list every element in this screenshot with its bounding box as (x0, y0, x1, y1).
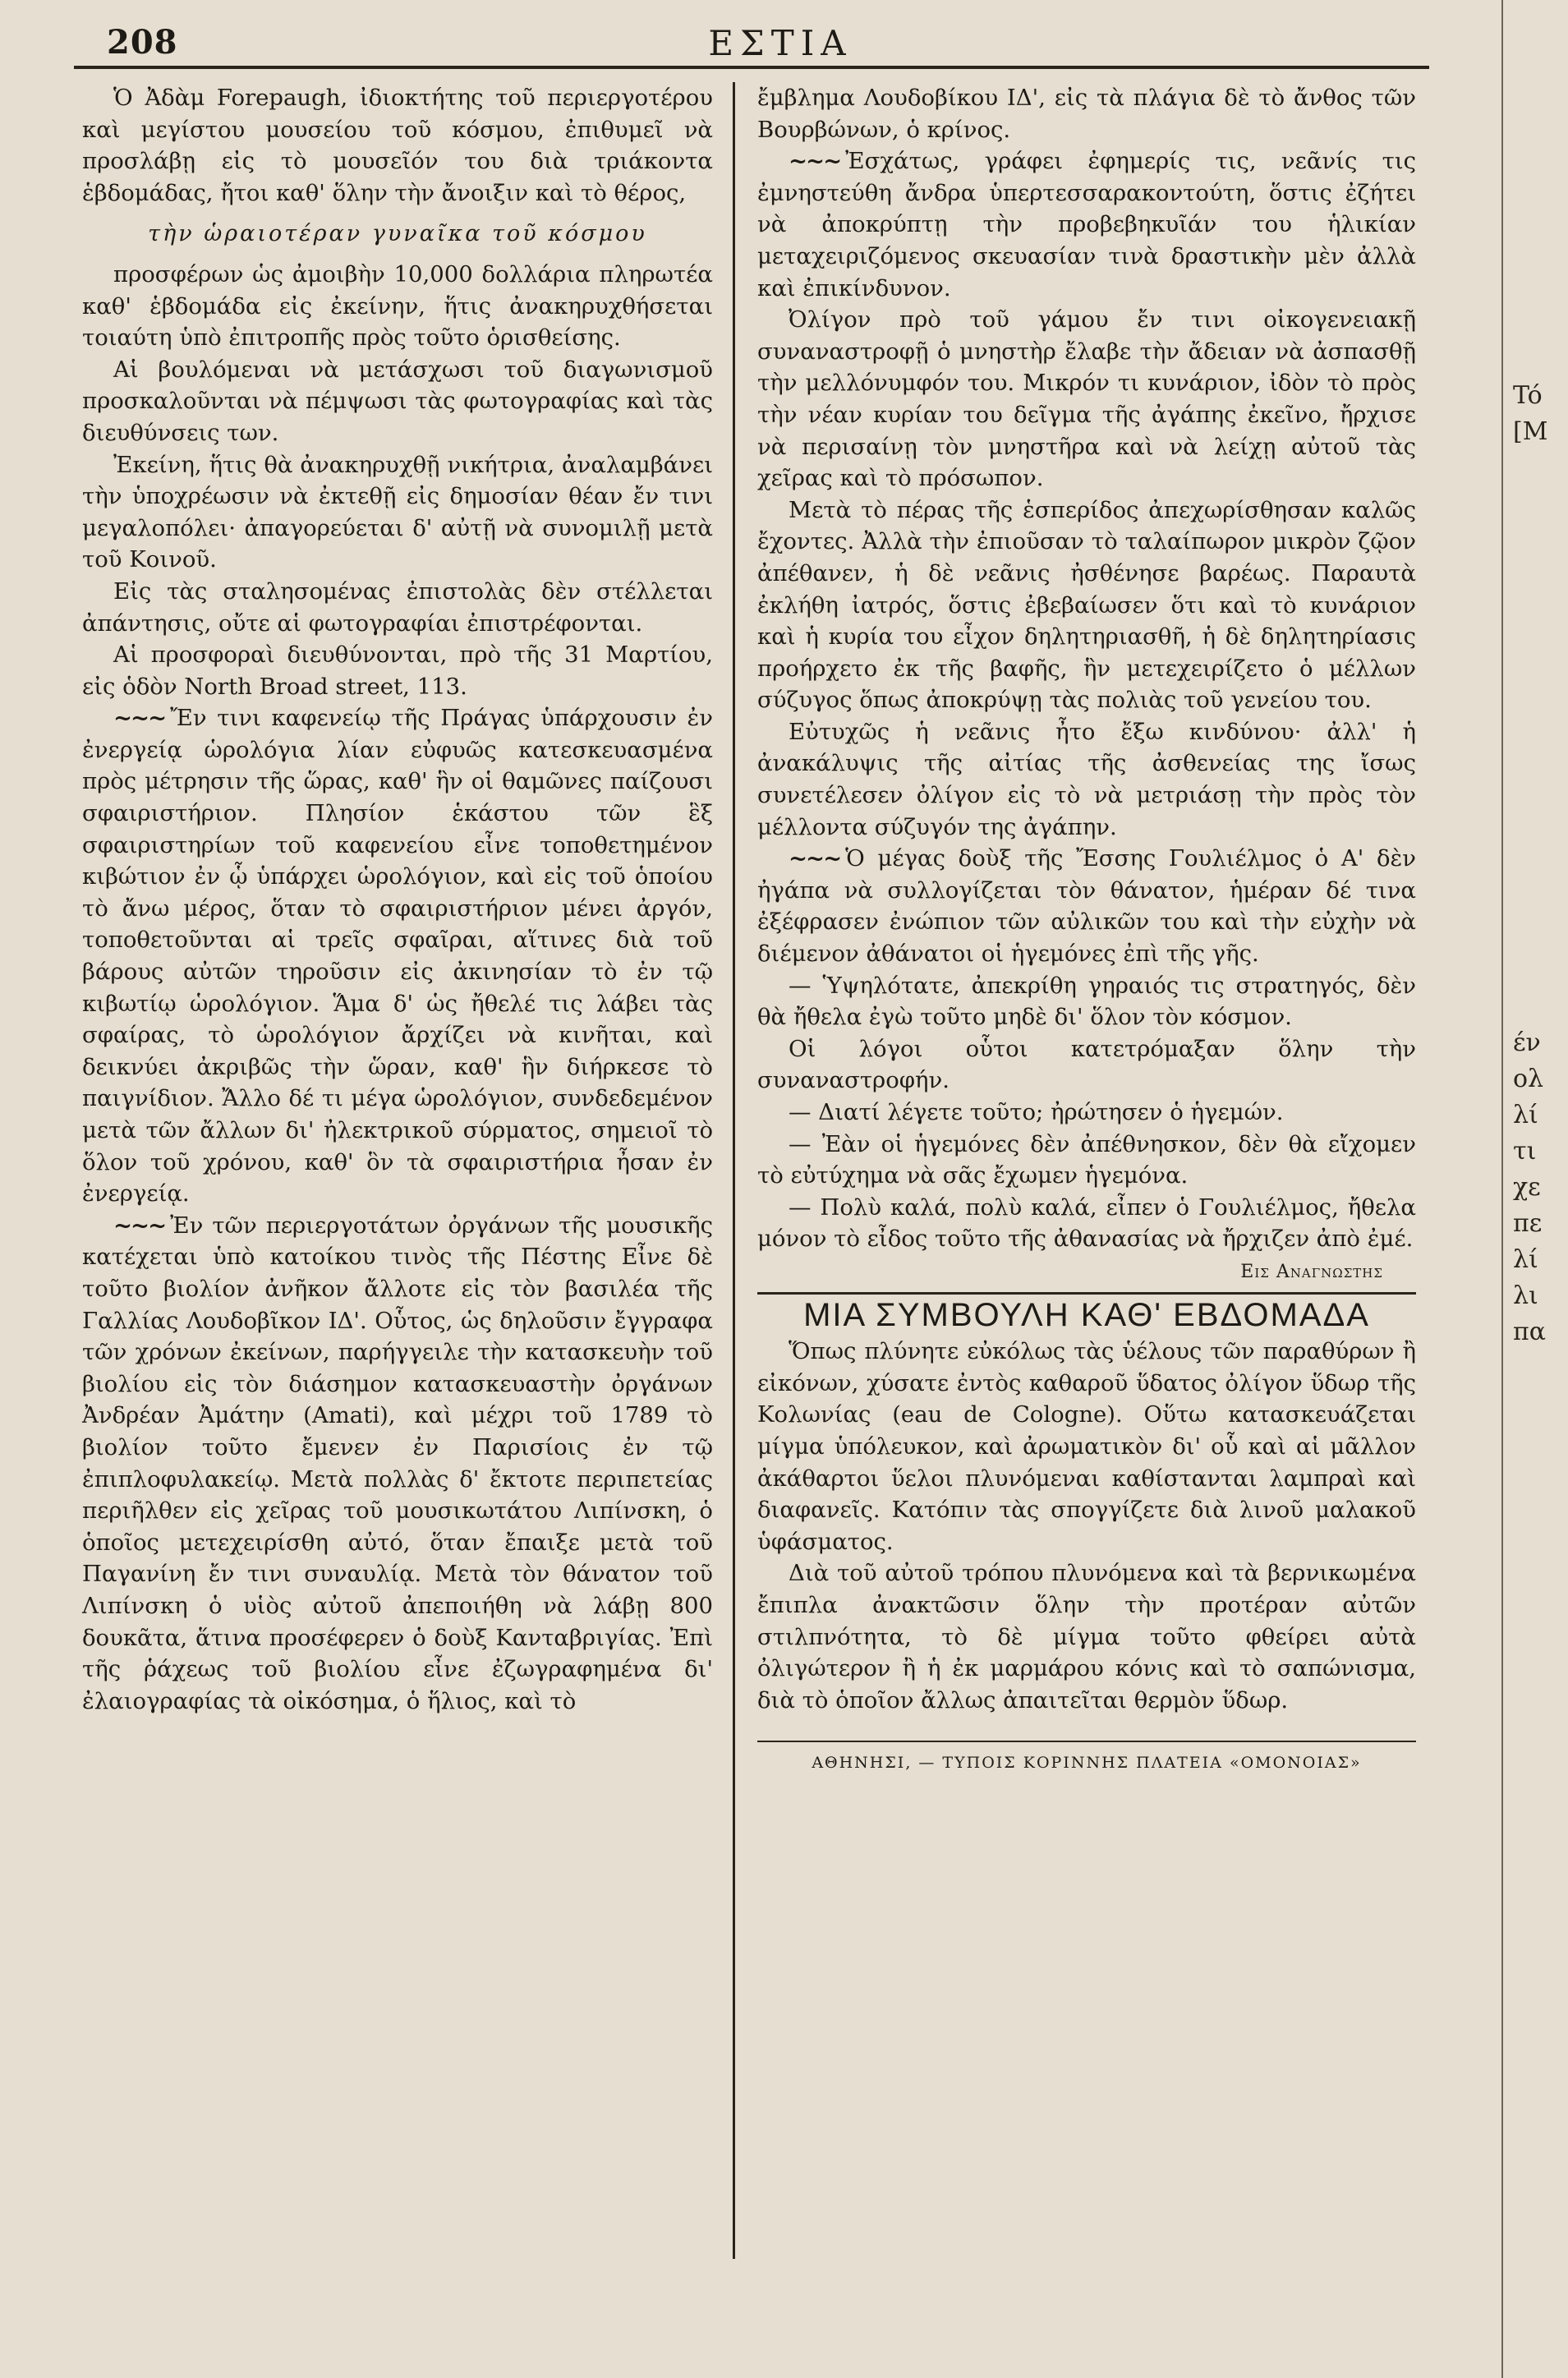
column-divider (733, 82, 735, 2259)
edge-fragment: ολ (1513, 1065, 1544, 1093)
paragraph: ἔμβλημα Λουδοβίκου ΙΔ', εἰς τὰ πλάγια δὲ τὸ ἄνθος τῶν Βουρβώνων, ὁ κρίνος. (757, 85, 1416, 143)
paragraph: Οἱ λόγοι οὗτοι κατετρόμαξαν ὅλην τὴν συναναστροφήν. (757, 1035, 1416, 1094)
journal-title: ΕΣΤΙΑ (708, 23, 853, 63)
paragraph: Ὀλίγον πρὸ τοῦ γάμου ἔν τινι οἰκογενειακῇ συναναστροφῇ ὁ μνηστὴρ ἔλαβε τὴν ἄδειαν νὰ ἀσπασθῇ τὴν μελλόνυμφόν του. Μικρόν τι κυνάριον, ἰδὸν τὸ πρὸς τὴν νέαν κυρίαν του δεῖγμα τῆς ἀγάπης ἐκεῖνο, ἤρχισε νὰ περισαίνῃ τὸν μνηστῆρα καὶ νὰ λείχῃ αὐτοῦ τὰς χεῖρας καὶ τὸ πρόσωπον. (757, 306, 1416, 492)
section-rule (757, 1292, 1416, 1295)
edge-fragment: λί (1513, 1245, 1538, 1274)
paragraph: Εἰς τὰς σταλησομένας ἐπιστολὰς δὲν στέλλεται ἀπάντησις, οὔτε αἱ φωτογραφίαι ἐπιστρέφονται. (82, 577, 713, 637)
news-item-text: Ἐν τῶν περιεργοτάτων ὀργάνων τῆς μουσικῆς κατέχεται ὑπὸ κατοίκου τινὸς τῆς Πέστης Εἶνε δὲ τοῦτο βιολίον ἀνῆκον ἄλλοτε εἰς τὸν βασιλέα τῆς Γαλλίας Λουδοβῖκον ΙΔ'. Οὗτος, ὡς δηλοῦσιν ἔγγραφα τῶν χρόνων ἐκείνων, παρήγγειλε τὴν κατασκευὴν τοῦ βιολίου εἰς τὸν διάσημον κατασκευαστὴν ὀργάνων Ἀνδρέαν Ἀμάτην (Amati), καὶ μέχρι τοῦ 1789 τὸ βιολίον τοῦτο ἔμενεν ἐν Παρισίοις ἐν τῷ ἐπιπλοφυλακείῳ. Μετὰ πολλὰς δ' ἔκτοτε περιπετείας περιῆλθεν εἰς χεῖρας τοῦ μουσικωτάτου Λιπίνσκη, ὁ ὁποῖος μετεχειρίσθη αὐτό, ὅταν ἔπαιξε μετὰ τοῦ Παγανίνη ἔν τινι συναυλίᾳ. Μετὰ τὸν θάνατον τοῦ Λιπίνσκη ὁ υἱὸς αὐτοῦ ἀπεποιήθη νὰ λάβῃ 800 δουκᾶτα, ἅτινα προσέφερεν ὁ δοὺξ Κανταβριγίας. Ἐπὶ τῆς ῥάχεως τοῦ βιολίου εἶνε ἐζωγραφημένα δι' ἐλαιογραφίας τὰ οἰκόσημα, ὁ ἥλιος, καὶ τὸ (82, 1212, 713, 1714)
dialogue-line: — Ὑψηλότατε, ἀπεκρίθη γηραιός τις στρατηγός, δὲν θὰ ἤθελα ἐγὼ τοῦτο μηδὲ δι' ὅλον τὸν κόσμον. (757, 972, 1416, 1031)
edge-fragment: χε (1513, 1173, 1541, 1202)
edge-fragment: [M (1513, 417, 1548, 446)
dialogue-line: — Διατί λέγετε τοῦτο; ἠρώτησεν ὁ ἡγεμών. (789, 1099, 1284, 1125)
news-item (757, 843, 1416, 969)
paragraph: Ἐκείνη, ἥτις θὰ ἀνακηρυχθῇ νικήτρια, ἀναλαμβάνει τὴν ὑποχρέωσιν νὰ ἐκτεθῇ εἰς δημοσίαν θέαν ἔν τινι μεγαλοπόλει· ἀπαγορεύεται δ' αὐτῇ νὰ συνομιλῇ μετὰ τοῦ Κοινοῦ. (82, 451, 713, 573)
edge-fragment: λί (1513, 1101, 1538, 1129)
news-item-text: Ἐσχάτως, γράφει ἐφημερίς τις, νεᾶνίς τις ἐμνηστεύθη ἄνδρα ὑπερτεσσαρακοντούτη, ὅστις ἐζήτει νὰ ἀποκρύπτῃ τὴν προβεβηκυῖάν του ἡλικίαν μεταχειριζόμενος σκευασίαν τινὰ δραστικὴν μὲν ἀλλὰ καὶ ἐπικίνδυνον. (757, 148, 1416, 301)
edge-fragment: πε (1513, 1209, 1543, 1238)
news-item (82, 702, 713, 1210)
page-edge-rule (1501, 0, 1503, 2378)
imprint-rule (757, 1741, 1416, 1742)
paragraph: Εὐτυχῶς ἡ νεᾶνις ἦτο ἔξω κινδύνου· ἀλλ' ἡ ἀνακάλυψις τῆς αἰτίας τῆς ἀσθενείας της ἴσως συνετέλεσεν ὀλίγον εἰς τὸ νὰ μετριάσῃ τὴν πρὸς τὸν μέλλοντα σύζυγόν της ἀγάπην. (757, 718, 1416, 840)
right-column (757, 82, 1416, 1779)
edge-fragment: έν (1513, 1028, 1541, 1057)
edge-fragment: λι (1513, 1281, 1538, 1310)
page-header (82, 18, 1429, 66)
paragraph: Διὰ τοῦ αὐτοῦ τρόπου πλυνόμενα καὶ τὰ βερνικωμένα ἔπιπλα ἀνακτῶσιν ὅλην τὴν προτέραν αὐτῶν στιλπνότητα, τὸ δὲ μίγμα τοῦτο φθείρει αὐτὰ ὀλιγώτερον ἢ ἡ ἐκ μαρμάρου κόνις καὶ τὸ σαπώνισμα, διὰ τὸ ὁποῖον ἄλλως ἀπαιτεῖται θερμὸν ὕδωρ. (757, 1560, 1416, 1713)
edge-fragment: πα (1513, 1318, 1546, 1346)
italic-headline: τὴν ὡραιοτέραν γυναῖκα τοῦ κόσμου (148, 221, 647, 247)
item-mark-icon: ~~~ (113, 705, 166, 732)
news-item-text: Ὁ μέγας δοὺξ τῆς Ἔσσης Γουλιέλμος ὁ Α' δὲν ἠγάπα νὰ συλλογίζεται τὸν θάνατον, ἡμέραν δέ τινα ἐξέφρασεν ἐνώπιον τῶν αὐλικῶν του καὶ τὴν εὐχὴν νὰ διέμενον ἀθάνατοι οἱ ἡγεμόνες ἐπὶ τῆς γῆς. (757, 845, 1416, 968)
edge-fragment: Tó (1513, 381, 1543, 410)
dialogue-line: — Πολὺ καλά, πολὺ καλά, εἶπεν ὁ Γουλιέλμος, ἤθελα μόνον τὸ εἶδος τοῦτο τῆς ἀθανασίας νὰ ἤρχιζεν ἀπὸ ἐμέ. (757, 1194, 1416, 1253)
dialogue-line: — Ἐὰν οἱ ἡγεμόνες δὲν ἀπέθνησκον, δὲν θὰ εἴχομεν τὸ εὐτύχημα νὰ σᾶς ἔχωμεν ἡγεμόνα. (757, 1130, 1416, 1189)
paragraph: Ὅπως πλύνητε εὐκόλως τὰς ὑέλους τῶν παραθύρων ἢ εἰκόνων, χύσατε ἐντὸς καθαροῦ ὕδατος ὀλίγον ὕδωρ τῆς Κολωνίας (eau de Cologne). Οὕτω κατασκευάζεται μίγμα ὑπόλευκον, καὶ ἀρωματικὸν δι' οὗ καὶ αἱ μᾶλλον ἀκάθαρτοι ὕελοι πλυνόμεναι καθίστανται λαμπραὶ καὶ διαφανεῖς. Κατόπιν τὰς σπογγίζετε διὰ λινοῦ μαλακοῦ ὑφάσματος. (757, 1338, 1416, 1555)
header-rule (74, 66, 1429, 69)
item-mark-icon: ~~~ (113, 1212, 166, 1239)
edge-gap (1513, 450, 1562, 1025)
edge-fragment: τι (1513, 1137, 1537, 1166)
item-mark-icon: ~~~ (789, 845, 841, 872)
adjacent-page-fragments (1513, 378, 1562, 1350)
paragraph: προσφέρων ὡς ἀμοιβὴν 10,000 δολλάρια πληρωτέα καθ' ἑβδομάδα εἰς ἐκείνην, ἥτις ἀνακηρυχθήσεται τοιαύτη ὑπὸ ἐπιτροπῆς πρὸς τοῦτο ὁρισθείσης. (82, 260, 713, 352)
paragraph: Αἱ προσφοραὶ διευθύνονται, πρὸ τῆς 31 Μαρτίου, εἰς ὁδὸν North Broad street, 113. (82, 642, 713, 700)
news-item-text: Ἔν τινι καφενείῳ τῆς Πράγας ὑπάρχουσιν ἐν ἐνεργείᾳ ὡρολόγια λίαν εὐφυῶς κατεσκευασμένα πρὸς μέτρησιν τῆς ὥρας, καθ' ἣν οἱ θαμῶνες παίζουσι σφαιριστήριον. Πλησίον ἑκάστου τῶν ἓξ σφαιριστηρίων τοῦ καφενείου εἶνε τοποθετημένον κιβώτιον ἐν ᾧ ὑπάρχει ὡρολόγιον, καὶ εἰς τοῦ ὁποίου τὸ ἄνω μέρος, ὅταν τὸ σφαιριστήριον μένει ἀργόν, τοποθετοῦνται αἱ τρεῖς σφαῖραι, αἵτινες διὰ τοῦ βάρους αὐτῶν τηροῦσιν εἰς ἀκινησίαν τὸ ἐν τῷ κιβωτίῳ ὡρολόγιον. Ἅμα δ' ὡς ἤθελέ τις λάβει τὰς σφαίρας, τὸ ὡρολόγιον ἄρχίζει νὰ κινῆται, καὶ δεικνύει ἀκριβῶς τὴν ὥραν, καθ' ἣν διήρκεσε τὸ παιγνίδιον. Ἄλλο δέ τι μέγα ὡρολόγιον, συνδεδεμένον μετὰ τῶν ἄλλων δι' ἠλεκτρικοῦ σύρματος, σημειοῖ τὸ ὅλον τοῦ χρόνου, καθ' ὃν τὰ σφαιριστήρια ἦσαν ἐν ἐνεργείᾳ. (82, 705, 713, 1207)
signature: Εις Αναγνωστης (1240, 1261, 1383, 1282)
paragraph: Ὁ Ἀδὰμ Forepaugh, ἰδιοκτήτης τοῦ περιεργοτέρου καὶ μεγίστου μουσείου τοῦ κόσμου, ἐπιθυμεῖ νὰ προσλάβῃ εἰς τὸ μουσεῖόν του διὰ τριάκοντα ἑβδομάδας, ἤτοι καθ' ὅλην τὴν ἄνοιξιν καὶ τὸ θέρος, (82, 85, 713, 206)
paragraph: Μετὰ τὸ πέρας τῆς ἑσπερίδος ἀπεχωρίσθησαν καλῶς ἔχοντες. Ἀλλὰ τὴν ἐπιοῦσαν τὸ ταλαίπωρον μικρὸν ζῷον ἀπέθανεν, ἡ δὲ νεᾶνις ἠσθένησε βαρέως. Παραυτὰ ἐκλήθη ἰατρός, ὅστις ἐβεβαίωσεν ὅτι καὶ τὸ κυνάριον καὶ ἡ κυρία του εἶχον δηλητηριασθῆ, ἡ δὲ δηλητηρίασις προήρχετο ἐκ τῆς βαφῆς, ἣν μετεχειρίζετο ὁ μέλλων σύζυγος ὅπως ἀποκρύψῃ τὰς πολιὰς τοῦ γενείου του. (757, 496, 1416, 714)
item-mark-icon: ~~~ (789, 148, 841, 175)
printer-imprint: ΑΘΗΝΗΣΙ, — ΤΥΠΟΙΣ ΚΟΡΙΝΝΗΣ ΠΛΑΤΕΙΑ «ΟΜΟΝΟΙΑΣ» (812, 1754, 1362, 1773)
page-number: 208 (107, 23, 178, 62)
section-heading: ΜΙΑ ΣΥΜΒΟΥΛΗ ΚΑΘ' ΕΒΔΟΜΑΔΑ (803, 1296, 1370, 1333)
paragraph: Αἱ βουλόμεναι νὰ μετάσχωσι τοῦ διαγωνισμοῦ προσκαλοῦνται νὰ πέμψωσι τὰς φωτογραφίας καὶ τὰς διευθύνσεις των. (82, 356, 713, 446)
left-column (82, 82, 713, 1717)
news-item (82, 1210, 713, 1718)
news-item (757, 145, 1416, 304)
